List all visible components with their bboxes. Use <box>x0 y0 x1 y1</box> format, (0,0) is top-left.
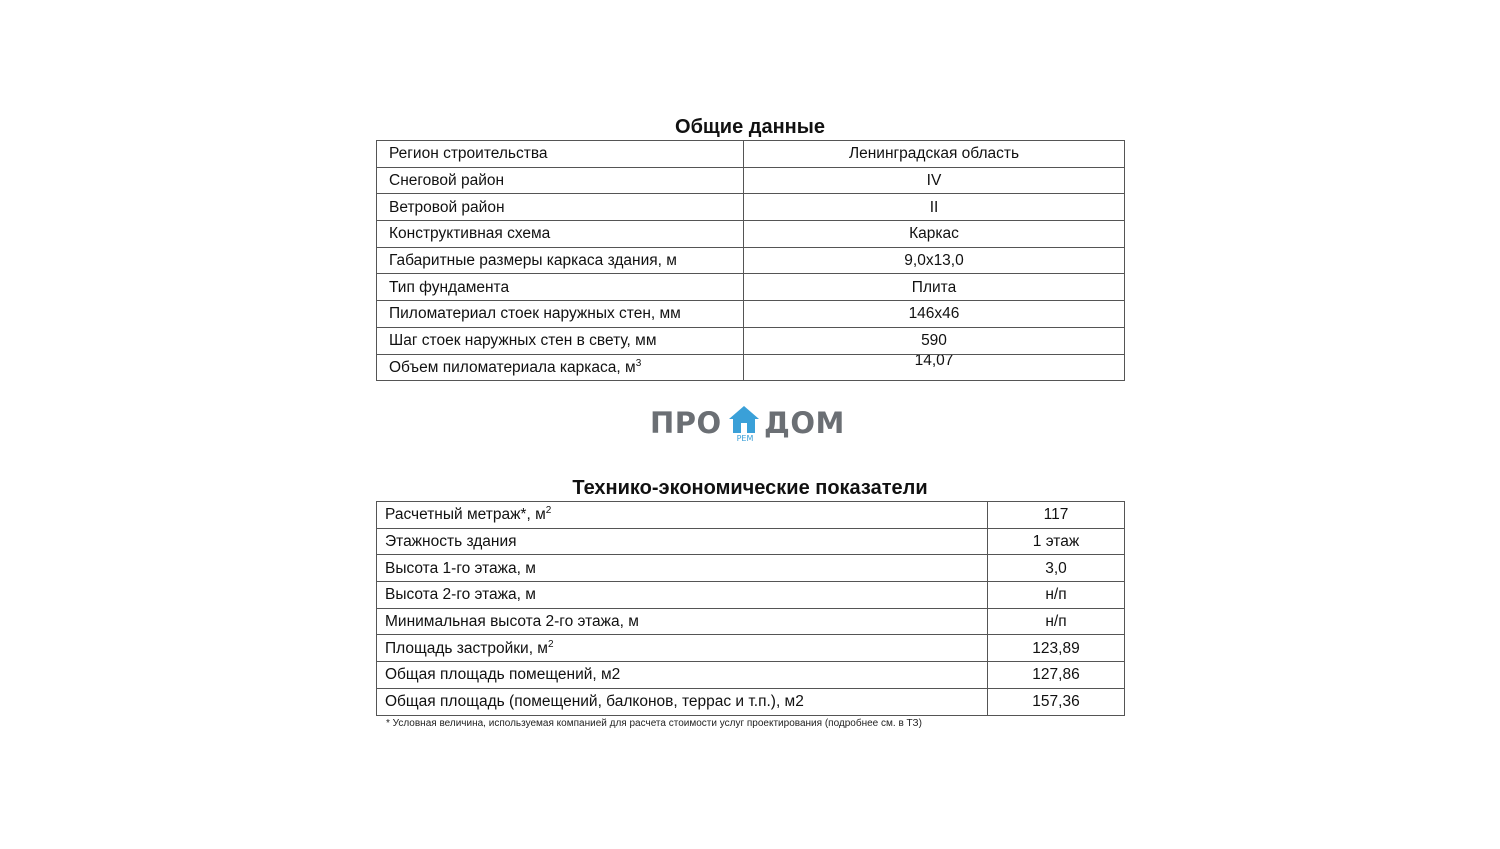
table-row <box>377 608 1125 635</box>
row-value: Каркас <box>744 221 1125 248</box>
row-value: 9,0х13,0 <box>744 247 1125 274</box>
row-label: Снеговой район <box>377 167 744 194</box>
row-label: Ветровой район <box>377 194 744 221</box>
row-value: 123,89 <box>988 635 1125 662</box>
superscript: 2 <box>547 638 554 650</box>
row-value: II <box>744 194 1125 221</box>
row-label: Минимальная высота 2-го этажа, м <box>377 608 988 635</box>
table-row <box>377 141 1125 168</box>
table-row <box>377 688 1125 715</box>
row-label: Пиломатериал стоек наружных стен, мм <box>377 301 744 328</box>
row-value: 1 этаж <box>988 528 1125 555</box>
row-label: Шаг стоек наружных стен в свету, мм <box>377 327 744 354</box>
table-row <box>377 582 1125 609</box>
row-label: Высота 1-го этажа, м <box>377 555 988 582</box>
row-value: 590 <box>744 327 1125 354</box>
logo-sub-text: РЕМ <box>736 434 754 443</box>
row-label: Тип фундамента <box>377 274 744 301</box>
logo-word-left: ПРО <box>650 406 722 440</box>
superscript: 3 <box>635 357 642 369</box>
row-label: Расчетный метраж*, $м^2$ <box>377 502 988 529</box>
table-row <box>377 662 1125 689</box>
table-row <box>377 274 1125 301</box>
row-value: н/п <box>988 582 1125 609</box>
table-row <box>377 247 1125 274</box>
row-label: Площадь застройки, $м^2$ <box>377 635 988 662</box>
table-row <box>377 354 1125 381</box>
general-data-table <box>376 140 1125 381</box>
company-logo <box>650 402 850 448</box>
tech-indicators-title: Технико-экономические показатели <box>572 477 928 499</box>
general-data-title: Общие данные <box>675 116 825 138</box>
table-row <box>377 194 1125 221</box>
logo-word-right: ДОМ <box>764 406 845 440</box>
house-icon <box>728 404 760 436</box>
table-row <box>377 635 1125 662</box>
row-value: 117 <box>988 502 1125 529</box>
row-label: Этажность здания <box>377 528 988 555</box>
tech-indicators-table <box>376 501 1125 716</box>
row-value: Плита <box>744 274 1125 301</box>
row-label: Конструктивная схема <box>377 221 744 248</box>
table-row <box>377 221 1125 248</box>
table-row <box>377 301 1125 328</box>
row-label: Габаритные размеры каркаса здания, м <box>377 247 744 274</box>
row-value: 14,07 <box>744 354 1125 381</box>
row-label: Регион строительства <box>377 141 744 168</box>
table-row <box>377 528 1125 555</box>
row-label: Общая площадь (помещений, балконов, террас и т.п.), м2 <box>377 688 988 715</box>
row-label: Общая площадь помещений, м2 <box>377 662 988 689</box>
row-value: 127,86 <box>988 662 1125 689</box>
table-row <box>377 327 1125 354</box>
row-label: Высота 2-го этажа, м <box>377 582 988 609</box>
table-row <box>377 167 1125 194</box>
superscript: 2 <box>545 505 552 517</box>
table-row <box>377 502 1125 529</box>
row-label: Объем пиломатериала каркаса, $м^3$ <box>377 354 744 381</box>
table-row <box>377 555 1125 582</box>
row-value: 157,36 <box>988 688 1125 715</box>
row-value: 146х46 <box>744 301 1125 328</box>
row-value: н/п <box>988 608 1125 635</box>
row-value: 3,0 <box>988 555 1125 582</box>
row-value: IV <box>744 167 1125 194</box>
footnote: * Условная величина, используемая компанией для расчета стоимости услуг проектирования (подробнее см. в ТЗ) <box>386 718 922 729</box>
row-value: Ленинградская область <box>744 141 1125 168</box>
